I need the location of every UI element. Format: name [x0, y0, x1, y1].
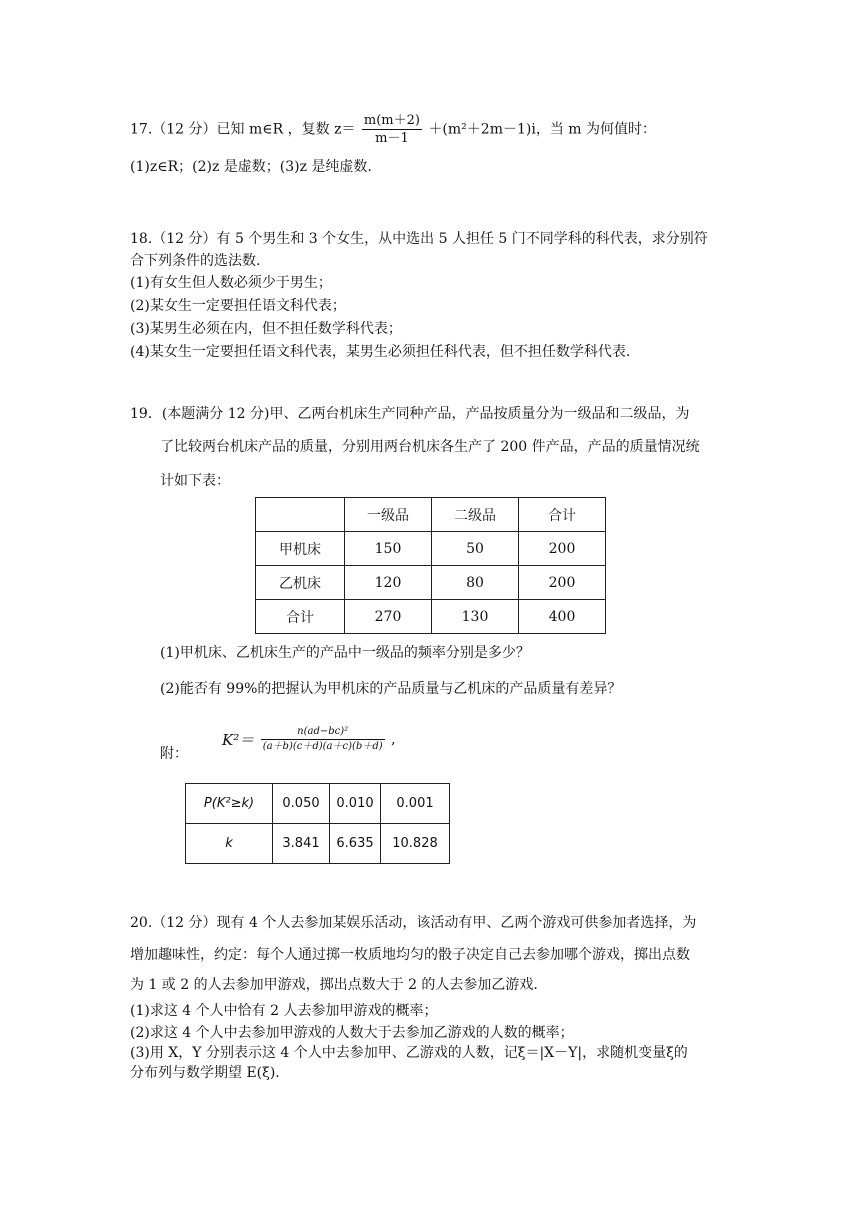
- q17-complex-text: ，复数 z＝: [287, 121, 356, 138]
- table-cell: 6.635: [330, 824, 381, 864]
- q19-sub2: (2)能否有 99%的把握认为甲机床的产品质量与乙机床的产品质量有差异？: [160, 681, 622, 697]
- table-cell: 合计: [256, 600, 345, 634]
- q17-frac-den: m－1: [375, 131, 409, 146]
- q18-item-2: (2)某女生一定要担任语文科代表；: [130, 298, 346, 314]
- table-header-row: [256, 498, 606, 532]
- table-cell: 130: [432, 600, 519, 634]
- table-row-label: P(K²≥k): [186, 784, 273, 824]
- q20-item-3: (3)用 X，Y 分别表示这 4 个人中去参加甲、乙游戏的人数，记ξ＝|X－Y|，求随机变量ξ的: [130, 1045, 688, 1061]
- q18-item-3: (3)某男生必须在内，但不担任数学科代表；: [130, 321, 402, 337]
- table-cell: 乙机床: [256, 566, 345, 600]
- table-cell: 400: [519, 600, 606, 634]
- q18-line1: 18.（12 分）有 5 个男生和 3 个女生，从中选出 5 人担任 5 门不同学科的科代表，求分别符: [130, 231, 708, 247]
- q17-line2: (1)z∈R；(2)z 是虚数；(3)z 是纯虚数.: [130, 159, 372, 175]
- table-cell: 200: [519, 532, 606, 566]
- formula-fraction: [261, 725, 385, 754]
- table-cell: 甲机床: [256, 532, 345, 566]
- q20-line2: 增加趣味性，约定：每个人通过掷一枚质地均匀的骰子决定自己去参加哪个游戏，掷出点数: [130, 947, 690, 963]
- table-header-cell: 一级品: [345, 498, 432, 532]
- table-cell: 0.010: [330, 784, 381, 824]
- q17-tail: ＋(m²＋2m－1)i，当 m 为何值时：: [428, 121, 656, 138]
- q19-sub1: (1)甲机床、乙机床生产的产品中一级品的频率分别是多少？: [160, 645, 530, 661]
- table-cell: 3.841: [273, 824, 330, 864]
- q17-frac-num: m(m＋2): [363, 113, 420, 128]
- table-cell: 0.050: [273, 784, 330, 824]
- q20-item-2: (2)求这 4 个人中去参加甲游戏的人数大于去参加乙游戏的人数的概率；: [130, 1025, 574, 1041]
- table-cell: 270: [345, 600, 432, 634]
- k2-formula: [222, 725, 396, 754]
- formula-tail: ,: [391, 731, 396, 748]
- q17-m-in-r: m∈R: [248, 121, 284, 138]
- q17-prefix: 17.（12 分）已知: [130, 121, 245, 138]
- q18-line2: 合下列条件的选法数.: [130, 253, 261, 269]
- formula-num: n(ad−bc)²: [261, 725, 385, 740]
- formula-lhs: K²＝: [222, 731, 255, 749]
- q17-fraction: [362, 112, 422, 147]
- formula-den: (a＋b)(c＋d)(a＋c)(b＋d): [262, 741, 383, 752]
- table-row: [256, 600, 606, 634]
- q20-line3: 为 1 或 2 的人去参加甲游戏，掷出点数大于 2 的人去参加乙游戏.: [130, 977, 538, 993]
- table-cell: 150: [345, 532, 432, 566]
- q18-item-4: (4)某女生一定要担任语文科代表，某男生必须担任科代表，但不担任数学科代表.: [130, 344, 631, 360]
- table-cell: 200: [519, 566, 606, 600]
- table-header-cell: 二级品: [432, 498, 519, 532]
- table-row: [186, 824, 450, 864]
- table-cell: 10.828: [381, 824, 450, 864]
- table-header-cell: [256, 498, 345, 532]
- q20-line-last: 分布列与数学期望 E(ξ).: [130, 1065, 280, 1081]
- q19-line2: 了比较两台机床产品的质量，分别用两台机床各生产了 200 件产品，产品的质量情况统: [160, 439, 700, 455]
- table-row: [256, 532, 606, 566]
- q19-appendix-label: 附：: [160, 746, 188, 762]
- table-header-cell: 合计: [519, 498, 606, 532]
- table-row: [256, 566, 606, 600]
- q17-line1: [130, 112, 656, 147]
- q19-line3: 计如下表：: [160, 473, 230, 489]
- critical-value-table: [185, 783, 450, 864]
- table-row-label: k: [186, 824, 273, 864]
- table-cell: 80: [432, 566, 519, 600]
- q19-line1: 19．(本题满分 12 分)甲、乙两台机床生产同种产品，产品按质量分为一级品和二级品，为: [130, 406, 690, 422]
- q20-item-1: (1)求这 4 个人中恰有 2 人去参加甲游戏的概率；: [130, 1003, 438, 1019]
- table-cell: 0.001: [381, 784, 450, 824]
- table-cell: 120: [345, 566, 432, 600]
- table-row: [186, 784, 450, 824]
- q20-line1: 20.（12 分）现有 4 个人去参加某娱乐活动，该活动有甲、乙两个游戏可供参加者选择，为: [130, 915, 697, 931]
- q18-item-1: (1)有女生但人数必须少于男生；: [130, 275, 332, 291]
- table-cell: 50: [432, 532, 519, 566]
- quality-table: [255, 497, 606, 634]
